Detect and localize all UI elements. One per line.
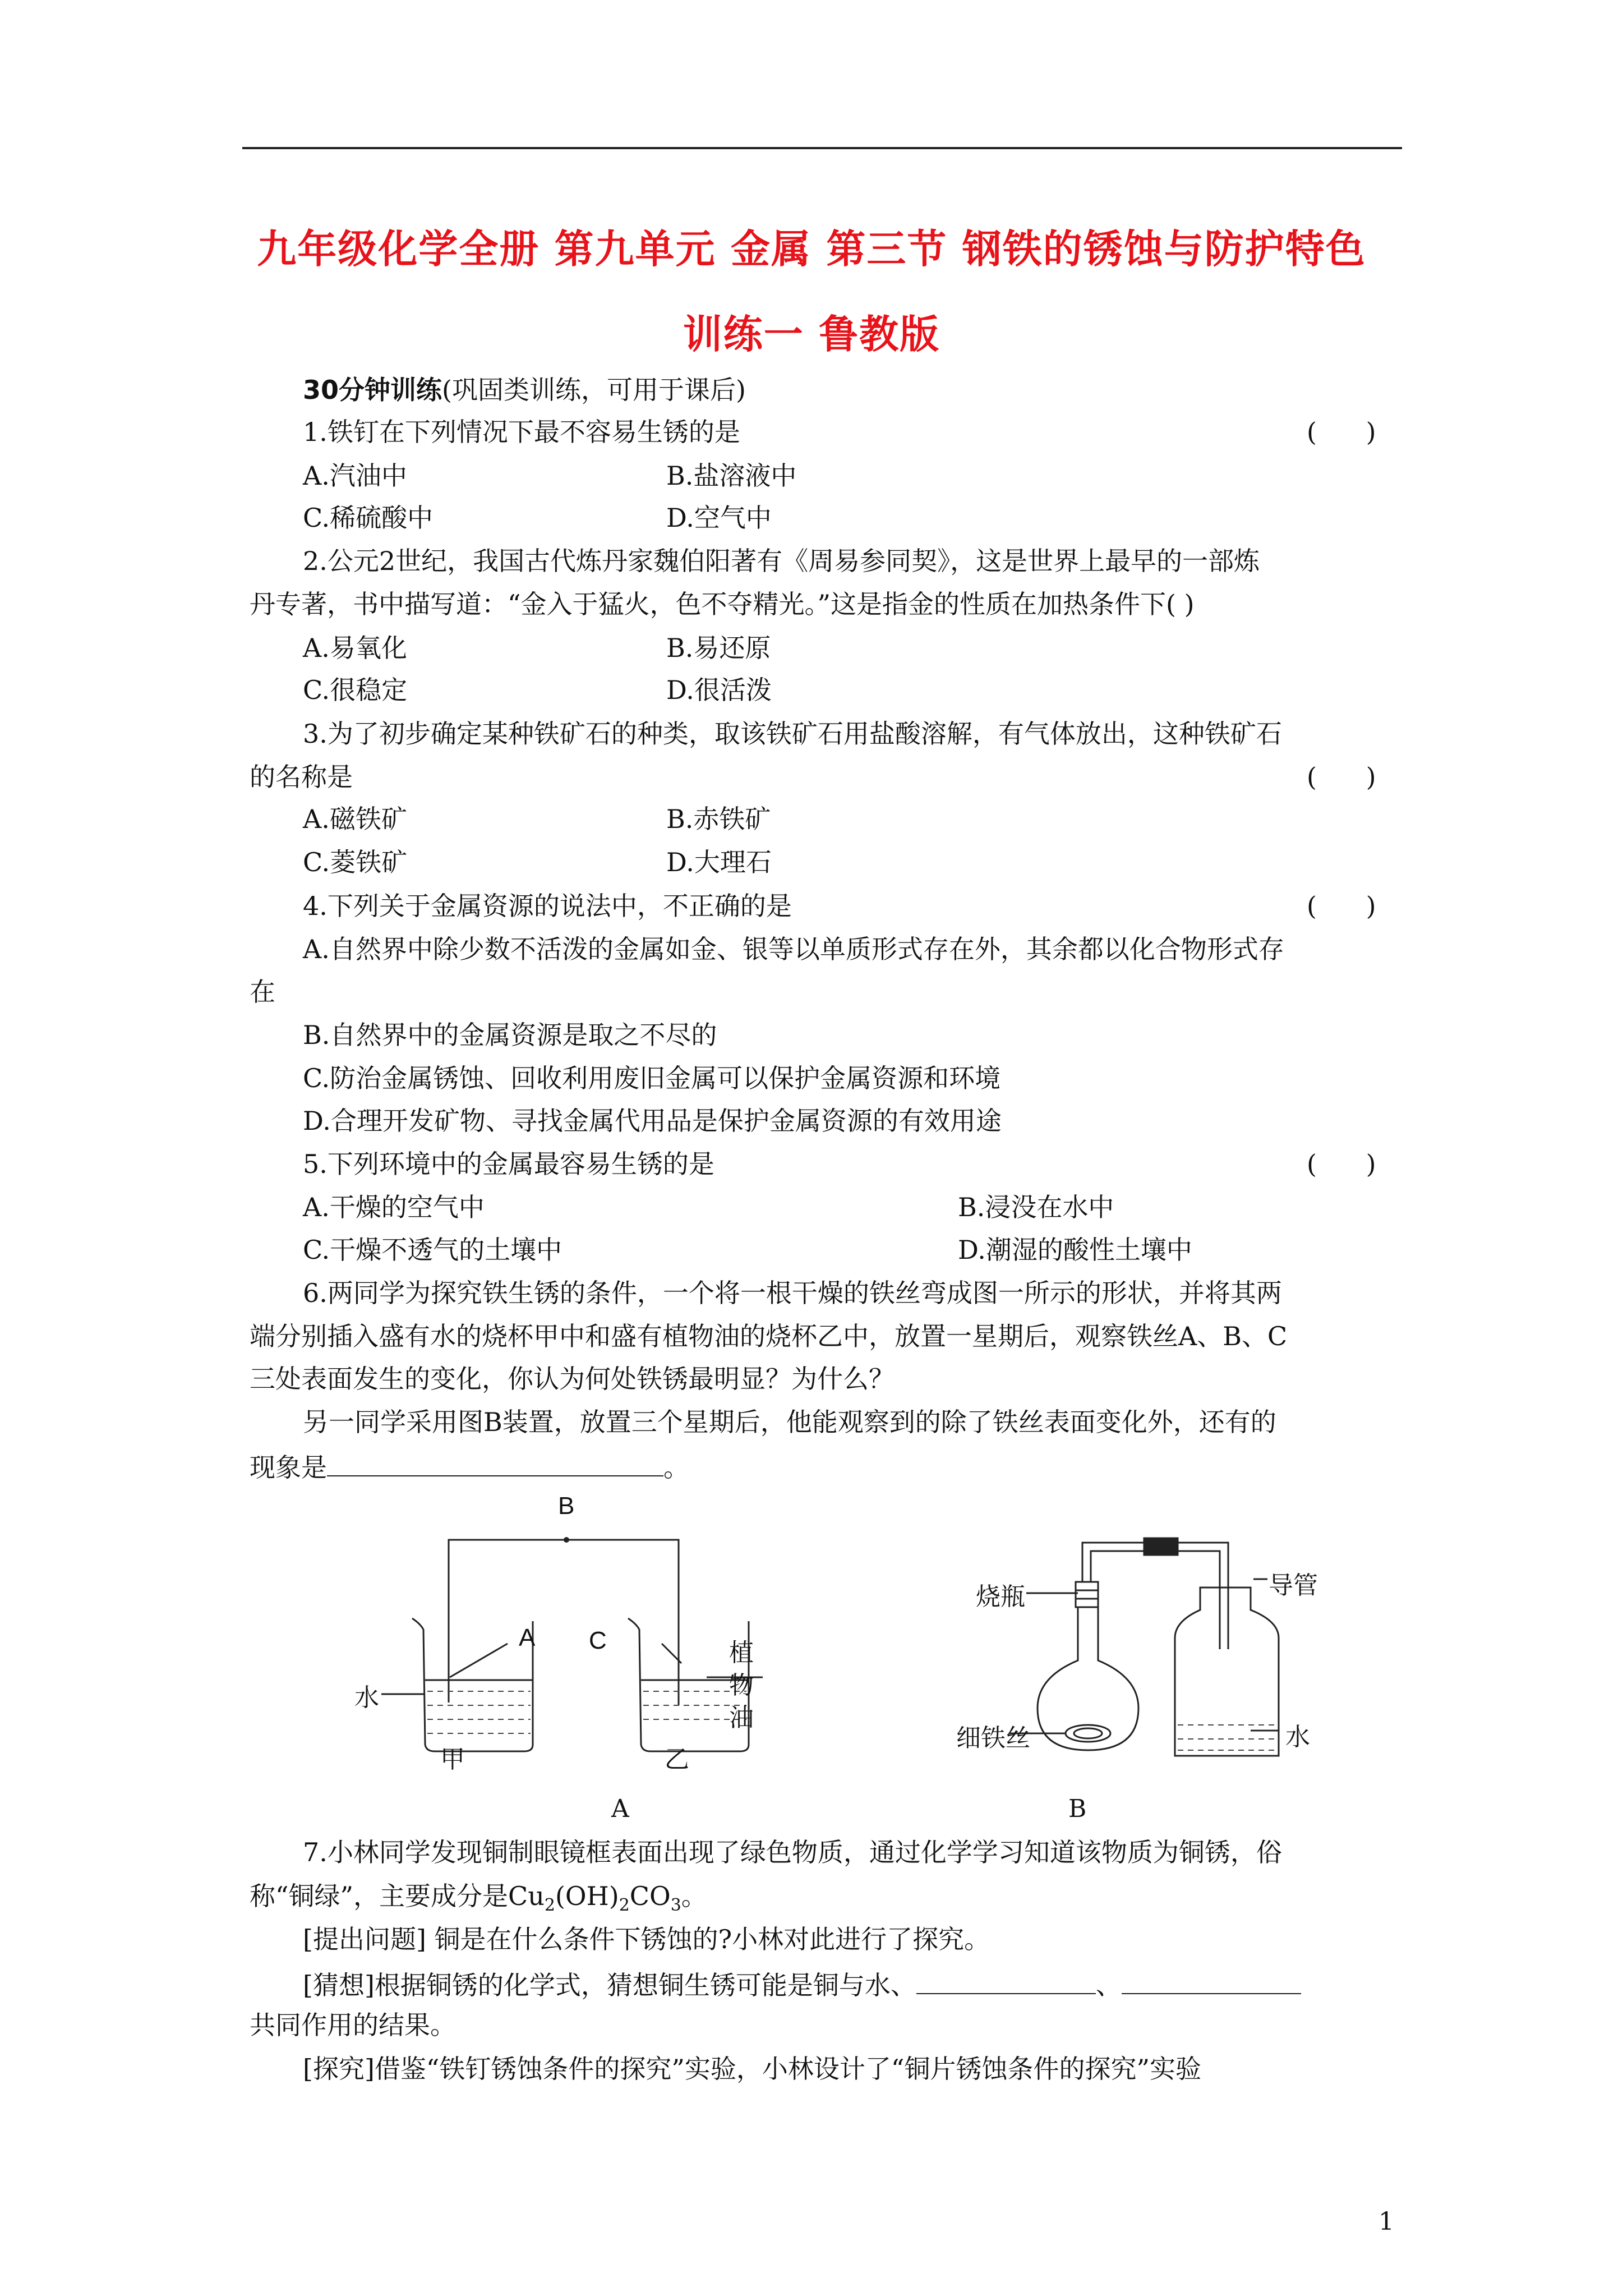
fig-b-label-water: 水: [1285, 1723, 1310, 1751]
q4-option-b: B.自然界中的金属资源是取之不尽的: [303, 1020, 717, 1050]
q1-option-a: A.汽油中: [303, 461, 407, 491]
q7-line-2-text: 称“铜绿”，主要成分是Cu: [250, 1881, 545, 1911]
header-rule: [242, 147, 1402, 149]
q7-answer-blank-2[interactable]: [1122, 1966, 1301, 1994]
q4-answer-paren: ( ): [1307, 891, 1376, 921]
fig-a-label-yi: 乙: [665, 1746, 689, 1773]
q7-line-2-end: 。: [681, 1881, 707, 1911]
q6-line-3: 三处表面发生的变化，你认为何处铁锈最明显？为什么？: [250, 1364, 895, 1394]
fig-b-caption: B: [1068, 1795, 1087, 1823]
fig-a-label-jia: 甲: [440, 1746, 465, 1773]
q6-line-5: [250, 1448, 689, 1484]
q6-line-5-end: 。: [663, 1452, 689, 1483]
q6-line-4: 另一同学采用图B装置，放置三个星期后，他能观察到的除了铁丝表面变化外，还有的: [303, 1407, 1276, 1437]
q7-explore: [探究]借鉴“铁钉锈蚀条件的探究”实验，小林设计了“铜片锈蚀条件的探究”实验: [303, 2054, 1201, 2084]
fig-a-label-water: 水: [354, 1684, 379, 1711]
q1-answer-paren: ( ): [1307, 417, 1376, 447]
q4-option-a-line-1: A.自然界中除少数不活泼的金属如金、银等以单质形式存在外，其余都以化合物形式存: [303, 934, 1284, 964]
q5-option-b: B.浸没在水中: [958, 1192, 1114, 1222]
q7-line-2: [250, 1879, 707, 1922]
intro-text: (巩固类训练，可用于课后): [442, 375, 746, 405]
q5-option-a: A.干燥的空气中: [303, 1192, 485, 1222]
fig-a-label-a: A: [519, 1624, 536, 1651]
q3-option-c: C.菱铁矿: [303, 847, 408, 877]
q3-option-d: D.大理石: [666, 847, 772, 877]
fig-a-label-c: C: [589, 1627, 607, 1654]
q1-stem: 1.铁钉在下列情况下最不容易生锈的是: [303, 417, 740, 447]
q7-sub-cu: 2: [544, 1895, 555, 1916]
q2-option-b: B.易还原: [666, 633, 771, 663]
fig-b-label-wire: 细铁丝: [956, 1724, 1030, 1752]
q7-answer-blank-1[interactable]: [916, 1966, 1096, 1994]
fig-a-label-b: B: [558, 1492, 575, 1520]
q7-co: CO: [629, 1881, 671, 1911]
q1-option-b: B.盐溶液中: [666, 461, 797, 491]
q3-option-a: A.磁铁矿: [303, 804, 407, 834]
q7-guess-end: 共同作用的结果。: [250, 2010, 456, 2040]
q2-option-c: C.很稳定: [303, 675, 408, 705]
fig-a-caption: A: [611, 1795, 629, 1823]
q7-guess-sep: 、: [1095, 1970, 1122, 2000]
figure-a-beakers: [359, 1509, 763, 1773]
beaker-jia: [412, 1618, 536, 1751]
q5-option-c: C.干燥不透气的土壤中: [303, 1235, 562, 1265]
title-line-1: 九年级化学全册 第九单元 金属 第三节 钢铁的锈蚀与防护特色: [257, 226, 1366, 272]
fig-a-label-oil-3: 油: [729, 1704, 754, 1732]
q3-answer-paren: ( ): [1307, 762, 1376, 792]
fig-b-label-tube: 导管: [1269, 1572, 1318, 1599]
q6-line-5-text: 现象是: [250, 1452, 327, 1483]
title-line-2: 训练一 鲁教版: [683, 311, 940, 357]
q7-sub-co: 3: [670, 1895, 681, 1916]
fig-b-label-flask: 烧瓶: [976, 1583, 1025, 1611]
q7-oh: (OH): [555, 1881, 619, 1911]
q2-option-d: D.很活泼: [666, 675, 772, 705]
q3-line-1: 3.为了初步确定某种铁矿石的种类，取该铁矿石用盐酸溶解，有气体放出，这种铁矿石: [303, 719, 1282, 749]
q5-answer-paren: ( ): [1307, 1149, 1376, 1179]
q5-option-d: D.潮湿的酸性土壤中: [958, 1235, 1192, 1265]
fig-a-label-oil-1: 植: [729, 1639, 754, 1667]
q7-line-1: 7.小林同学发现铜制眼镜框表面出现了绿色物质，通过化学学习知道该物质为铜锈，俗: [303, 1837, 1282, 1867]
q3-option-b: B.赤铁矿: [666, 804, 771, 834]
q7-guess-line: [303, 1966, 1301, 2002]
q4-option-d: D.合理开发矿物、寻找金属代用品是保护金属资源的有效用途: [303, 1106, 1002, 1136]
q2-line-1: 2.公元2世纪，我国古代炼丹家魏伯阳著有《周易参同契》，这是世界上最早的一部炼: [303, 546, 1260, 576]
q5-stem: 5.下列环境中的金属最容易生锈的是: [303, 1149, 714, 1179]
q7-question: [提出问题] 铜是在什么条件下锈蚀的?小林对此进行了探究。: [303, 1924, 990, 1954]
q3-line-2: 的名称是: [250, 762, 353, 792]
q2-option-a: A.易氧化: [303, 633, 407, 663]
q4-stem: 4.下列关于金属资源的说法中，不正确的是: [303, 891, 792, 921]
q4-option-a-line-2: 在: [250, 977, 275, 1007]
page-number: 1: [1378, 2207, 1394, 2236]
intro-line: [303, 373, 746, 407]
q4-option-c: C.防治金属锈蚀、回收利用废旧金属可以保护金属资源和环境: [303, 1063, 1001, 1093]
intro-bold: 30分钟训练: [303, 375, 442, 405]
fig-a-label-oil-2: 物: [729, 1672, 754, 1699]
q6-line-2: 端分别插入盛有水的烧杯甲中和盛有植物油的烧杯乙中，放置一星期后，观察铁丝A、B、C: [250, 1321, 1288, 1351]
q7-sub-oh: 2: [619, 1895, 630, 1916]
q6-answer-blank[interactable]: [327, 1448, 663, 1476]
q1-option-c: C.稀硫酸中: [303, 503, 434, 533]
q1-option-d: D.空气中: [666, 503, 772, 533]
q2-line-2: 丹专著，书中描写道：“金入于猛火，色不夺精光。”这是指金的性质在加热条件下( ): [250, 589, 1195, 619]
q6-line-1: 6.两同学为探究铁生锈的条件，一个将一根干燥的铁丝弯成图一所示的形状，并将其两: [303, 1278, 1282, 1308]
q7-guess-text: [猜想]根据铜锈的化学式，猜想铜生锈可能是铜与水、: [303, 1970, 916, 2000]
